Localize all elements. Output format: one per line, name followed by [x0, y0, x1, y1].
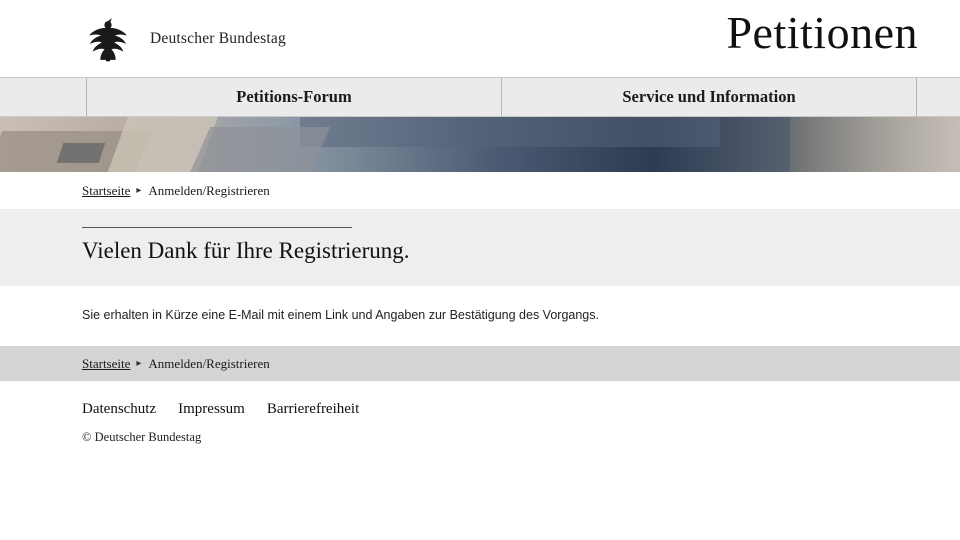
banner-shape	[790, 117, 960, 172]
nav-left-spacer	[0, 78, 86, 116]
site-footer	[0, 381, 960, 445]
heading-divider	[82, 227, 352, 228]
main-navigation	[0, 77, 960, 117]
confirmation-message: Sie erhalten in Kürze eine E-Mail mit einem Link und Angaben zur Bestätigung des Vorgangs.	[82, 308, 599, 322]
site-header	[0, 0, 960, 77]
breadcrumb-home-link-bottom[interactable]: Startseite	[82, 355, 131, 371]
confirmation-heading: Vielen Dank für Ihre Registrierung.	[82, 238, 410, 263]
copyright-text: © Deutscher Bundestag	[82, 430, 202, 444]
footer-links	[82, 401, 960, 418]
footer-link-impressum[interactable]: Impressum	[178, 401, 245, 417]
breadcrumb-bottom	[0, 346, 960, 381]
footer-link-datenschutz[interactable]: Datenschutz	[82, 401, 157, 417]
heading-band	[0, 209, 960, 286]
chevron-right-icon: ▸	[136, 185, 142, 196]
footer-link-barrierefreiheit[interactable]: Barrierefreiheit	[266, 401, 360, 417]
info-band	[0, 286, 960, 346]
nav-right-spacer	[916, 78, 960, 116]
nav-item-service-und-information[interactable]: Service und Information	[501, 78, 916, 116]
breadcrumb-home-link[interactable]: Startseite	[82, 182, 131, 198]
bundeseagle-icon	[78, 16, 138, 62]
chevron-right-icon: ▸	[136, 358, 142, 369]
breadcrumb-current-bottom: Anmelden/Registrieren	[148, 355, 270, 371]
banner-image	[0, 117, 960, 172]
nav-item-petitions-forum[interactable]: Petitions-Forum	[86, 78, 501, 116]
banner-shape	[300, 117, 720, 147]
banner-shape	[57, 143, 105, 163]
page-title: Petitionen	[726, 7, 918, 58]
institution-name: Deutscher Bundestag	[150, 29, 286, 47]
breadcrumb-top	[0, 172, 960, 209]
breadcrumb-current: Anmelden/Registrieren	[148, 182, 270, 198]
